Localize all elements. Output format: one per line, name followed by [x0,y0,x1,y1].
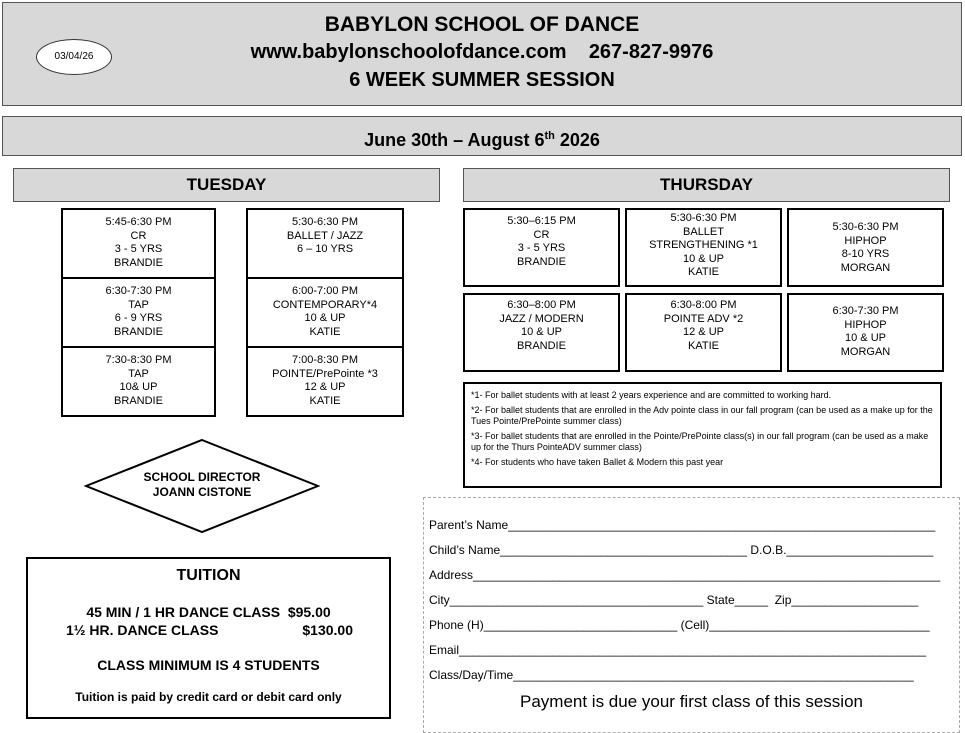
director-name: JOANN CISTONE [152,485,252,499]
thursday-header: THURSDAY [463,168,950,202]
phone-number: 267-827-9976 [588,41,714,63]
tuition-line-1: 45 MIN / 1 HR DANCE CLASS $95.00 [86,604,331,620]
session-title: 6 WEEK SUMMER SESSION [349,69,615,91]
director-label: SCHOOL DIRECTOR [143,470,261,484]
payment-due-note: Payment is due your first class of this session [520,692,863,711]
footnote: *4- For students who have taken Ballet & Modern this past year [471,456,724,467]
address-field[interactable]: Address______________________________________________________________________ [429,568,941,582]
header-banner [2,2,962,106]
school-name: BABYLON SCHOOL OF DANCE [324,13,640,36]
payment-method-note: Tuition is paid by credit card or debit card only [75,690,342,704]
city-state-zip-field[interactable]: City______________________________________ State_____ Zip___________________ [429,593,919,607]
registration-form [423,497,960,733]
class-box: 7:30-8:30 PM TAP 10& UP BRANDIE [61,346,216,417]
class-box: 6:30-7:30 PM TAP 6 - 9 YRS BRANDIE [61,277,216,348]
class-minimum: CLASS MINIMUM IS 4 STUDENTS [97,657,320,673]
class-box: 6:30-7:30 PM HIPHOP 10 & UP MORGAN [787,293,944,372]
tuition-box [26,557,391,719]
session-dates: June 30th – August 6th 2026 [2,116,962,156]
class-box: 5:30-6:30 PM HIPHOP 8-10 YRS MORGAN [787,208,944,287]
child-name-field[interactable]: Child’s Name_____________________________________ D.O.B.______________________ [429,543,934,557]
email-field[interactable]: Email______________________________________________________________________ [429,643,927,657]
class-box: 5:30–6:15 PM CR 3 - 5 YRS BRANDIE [463,208,620,287]
class-box: 6:00-7:00 PM CONTEMPORARY*4 10 & UP KATIE [246,277,404,348]
class-box: 5:30-6:30 PM BALLET / JAZZ 6 – 10 YRS [246,208,404,279]
class-box: 5:45-6:30 PM CR 3 - 5 YRS BRANDIE [61,208,216,279]
tuesday-header: TUESDAY [13,168,440,202]
class-box: 7:00-8:30 PM POINTE/PrePointe *3 12 & UP KATIE [246,346,404,417]
date-badge: 03/04/26 [36,39,112,75]
footnote: *3- For ballet students that are enrolled in the Pointe/PrePointe class(s) in our fall program (can be used as a make up for the Thurs PointeADV summer class) [471,430,929,452]
class-footnotes [463,382,942,488]
contact-line [3,41,961,64]
website-link[interactable]: www.babylonschoolofdance.com [250,41,567,63]
phone-field[interactable]: Phone (H)_____________________________ (Cell)_________________________________ [429,618,930,632]
class-day-time-field[interactable]: Class/Day/Time____________________________________________________________ [429,668,914,682]
tuition-title: TUITION [176,567,241,584]
director-diamond [84,438,320,534]
footnote: *2- For ballet students that are enrolled in the Adv pointe class in our fall program (can be used as a make up for the Tues Pointe/PrePointe summer class) [471,404,933,426]
tuition-line-2: 1½ HR. DANCE CLASS $130.00 [66,622,353,638]
class-box: 5:30-6:30 PM BALLET STRENGTHENING *1 10 & UP KATIE [625,208,782,287]
footnote: *1- For ballet students with at least 2 years experience and are committed to working hard. [471,390,832,400]
parent-name-field[interactable]: Parent’s Name________________________________________________________________ [429,518,936,532]
class-box: 6:30–8:00 PM JAZZ / MODERN 10 & UP BRANDIE [463,293,620,372]
class-box: 6:30-8:00 PM POINTE ADV *2 12 & UP KATIE [625,293,782,372]
